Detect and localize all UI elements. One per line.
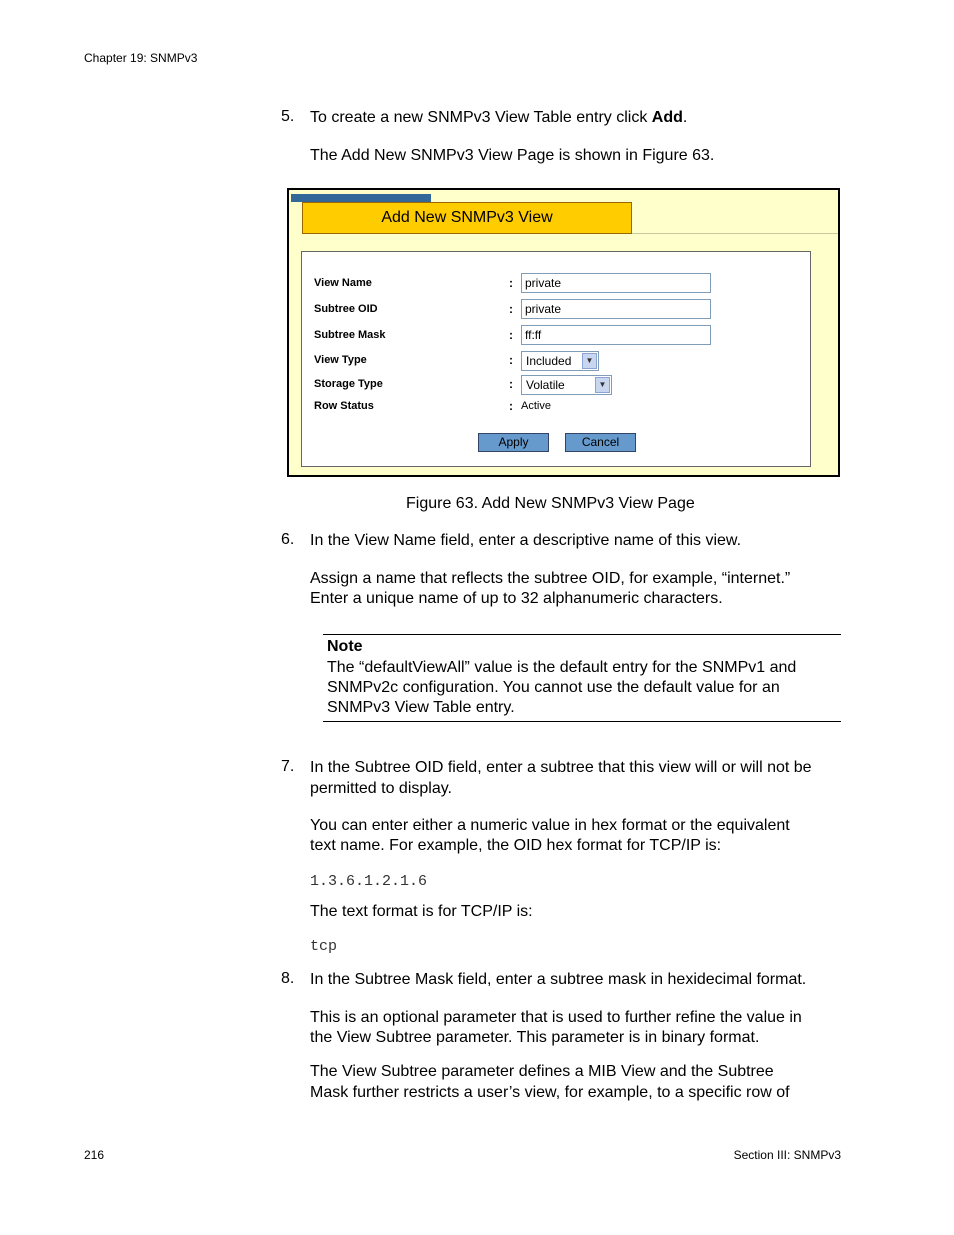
form-panel <box>301 251 811 467</box>
row-status-value: Active <box>521 400 551 412</box>
step-7-para2: The text format is for TCP/IP is: <box>310 903 533 920</box>
step-7-line2: permitted to display. <box>310 780 452 797</box>
step-5-text-post: . <box>682 109 688 126</box>
view-type-label: View Type <box>314 354 367 366</box>
chevron-down-icon[interactable]: ▼ <box>595 377 610 393</box>
view-type-colon: : <box>509 353 513 367</box>
subtree-mask-label: Subtree Mask <box>314 329 386 341</box>
row-status-colon: : <box>509 399 513 413</box>
step-5-number: 5. <box>281 108 295 125</box>
step-8-text: In the Subtree Mask field, enter a subtree mask in hexidecimal format. <box>310 971 807 988</box>
step-7-number: 7. <box>281 758 295 775</box>
chevron-down-icon[interactable]: ▼ <box>582 353 597 369</box>
cancel-button[interactable]: Cancel <box>565 433 636 452</box>
add-snmpv3-view-figure <box>287 188 840 477</box>
step-7-line1: In the Subtree OID field, enter a subtree that this view will or will not be <box>310 759 812 776</box>
view-type-value: Included <box>526 354 572 368</box>
step-6-text: In the View Name field, enter a descriptive name of this view. <box>310 532 742 549</box>
subtree-oid-input[interactable]: private <box>521 299 711 319</box>
step-5-paragraph: The Add New SNMPv3 View Page is shown in Figure 63. <box>310 147 715 164</box>
apply-button[interactable]: Apply <box>478 433 549 452</box>
subtree-oid-colon: : <box>509 302 513 316</box>
step-5-text-pre: To create a new SNMPv3 View Table entry click <box>310 109 652 126</box>
oid-hex-example: 1.3.6.1.2.1.6 <box>310 873 428 890</box>
step-7-para-line2: text name. For example, the OID hex format for TCP/IP is: <box>310 837 722 854</box>
tab-strip <box>291 194 431 202</box>
storage-type-select[interactable] <box>521 375 612 395</box>
subtree-mask-input[interactable]: ff:ff <box>521 325 711 345</box>
view-type-select[interactable] <box>521 351 599 371</box>
note-line1: The “defaultViewAll” value is the default entry for the SNMPv1 and <box>327 659 797 676</box>
storage-type-label: Storage Type <box>314 378 383 390</box>
step-8-para2-line1: The View Subtree parameter defines a MIB View and the Subtree <box>310 1063 774 1080</box>
step-6-number: 6. <box>281 531 295 548</box>
storage-type-value: Volatile <box>526 378 565 392</box>
subtree-oid-label: Subtree OID <box>314 303 378 315</box>
note-line2: SNMPv2c configuration. You cannot use the default value for an <box>327 679 780 696</box>
step-6-para-line2: Enter a unique name of up to 32 alphanumeric characters. <box>310 590 723 607</box>
step-6-para-line1: Assign a name that reflects the subtree OID, for example, “internet.” <box>310 570 791 587</box>
page-number: 216 <box>84 1148 105 1162</box>
view-name-colon: : <box>509 276 513 290</box>
step-8-number: 8. <box>281 970 295 987</box>
step-8-para1-line2: the View Subtree parameter. This parameter is in binary format. <box>310 1029 760 1046</box>
row-status-label: Row Status <box>314 400 374 412</box>
chapter-header: Chapter 19: SNMPv3 <box>84 51 198 65</box>
step-7-para-line1: You can enter either a numeric value in hex format or the equivalent <box>310 817 790 834</box>
note-bottom-rule <box>323 721 841 722</box>
tab-divider <box>632 233 838 234</box>
step-5-add-bold: Add <box>651 109 683 126</box>
view-name-label: View Name <box>314 277 372 289</box>
oid-text-example: tcp <box>310 938 338 955</box>
note-top-rule <box>323 634 841 635</box>
step-5-text <box>310 108 687 128</box>
step-8-para1-line1: This is an optional parameter that is used to further refine the value in <box>310 1009 802 1026</box>
note-line3: SNMPv3 View Table entry. <box>327 699 515 716</box>
tab-add-new-snmpv3-view[interactable]: Add New SNMPv3 View <box>302 202 632 234</box>
view-name-input[interactable]: private <box>521 273 711 293</box>
section-footer: Section III: SNMPv3 <box>733 1148 841 1162</box>
figure-caption: Figure 63. Add New SNMPv3 View Page <box>406 495 695 512</box>
subtree-mask-colon: : <box>509 328 513 342</box>
storage-type-colon: : <box>509 377 513 391</box>
step-8-para2-line2: Mask further restricts a user’s view, for example, to a specific row of <box>310 1084 790 1101</box>
note-heading: Note <box>327 638 363 655</box>
